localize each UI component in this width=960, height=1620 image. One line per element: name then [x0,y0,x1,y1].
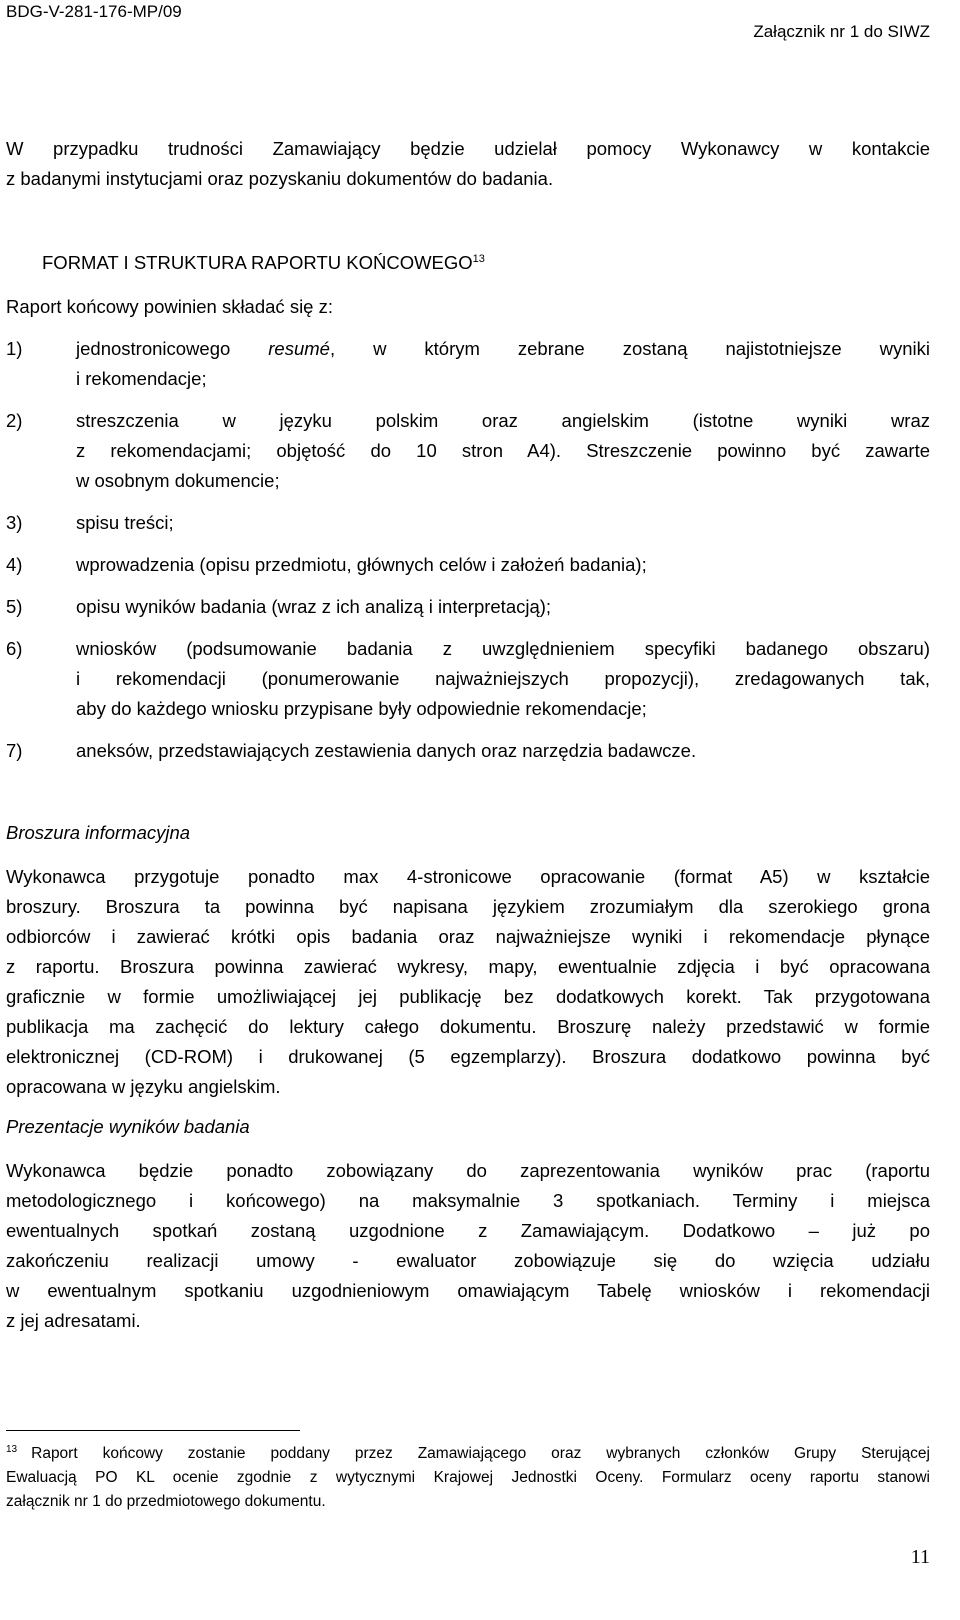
text-line: w osobnym dokumencie; [76,470,280,491]
text-line: elektronicznej (CD-ROM) i drukowanej (5 egzemplarzy). Broszura dodatkowo powinna być [6,1046,930,1067]
text-line: Raport końcowy powinien składać się z: [6,296,333,317]
text-line: Ewaluacją PO KL ocenie zgodnie z wytycznymi Krajowej Jednostki Oceny. Formularz oceny raportu stanowi [6,1469,930,1487]
footnote-text: Raport końcowy zostanie poddany przez Zamawiającego oraz wybranych członków Grupy Sterującej [31,1445,930,1463]
text-line: spisu treści; [76,512,174,533]
emphasis: resumé [268,338,330,359]
text-line: wprowadzenia (opisu przedmiotu, głównych celów i założeń badania); [76,554,647,575]
text-line: broszury. Broszura ta powinna być napisana językiem zrozumiałym dla szerokiego grona [6,896,930,917]
list-number: 4) [6,554,23,575]
list-number: 5) [6,596,23,617]
text-line: odbiorców i zawierać krótki opis badania oraz najważniejsze wyniki i rekomendacje płynące [6,926,930,947]
footnote-ref: 13 [472,252,485,265]
text-line: streszczenia w języku polskim oraz angielskim (istotne wyniki wraz [76,410,930,431]
text-line: aneksów, przedstawiających zestawienia danych oraz narzędzia badawcze. [76,740,697,761]
text-line: graficznie w formie umożliwiającej jej publikację bez dodatkowych korekt. Tak przygotowana [6,986,930,1007]
text-line: publikacja ma zachęcić do lektury całego dokumentu. Broszurę należy przedstawić w formie [6,1016,930,1037]
presentation-title: Prezentacje wyników badania [6,1116,250,1137]
text-line: z raportu. Broszura powinna zawierać wykresy, mapy, ewentualnie zdjęcia i być opracowana [6,956,930,977]
lead-paragraph [6,292,930,322]
intro-paragraph [6,134,930,194]
list-number: 1) [6,338,23,359]
document-id: BDG-V-281-176-MP/09 [6,2,182,21]
text-line [6,1438,930,1466]
list-number: 2) [6,410,23,431]
text-line: wniosków (podsumowanie badania z uwzględnieniem specyfiki badanego obszaru) [76,638,930,659]
brochure-paragraph [6,862,930,1102]
text-line: z jej adresatami. [6,1310,141,1331]
text-line: aby do każdego wniosku przypisane były odpowiednie rekomendacje; [76,698,647,719]
text-line: w ewentualnym spotkaniu uzgodnieniowym omawiającym Tabelę wniosków i rekomendacji [6,1280,930,1301]
list-number: 3) [6,512,23,533]
text-line: jednostronicowego resumé, w którym zebrane zostaną najistotniejsze wyniki [76,338,930,359]
footnote-number: 13 [6,1444,18,1455]
text-line: Wykonawca będzie ponadto zobowiązany do zaprezentowania wyników prac (raportu [6,1160,930,1181]
text-line: ewentualnych spotkań zostaną uzgodnione z Zamawiającym. Dodatkowo – już po [6,1220,930,1241]
list-number: 6) [6,638,23,659]
text-line: z rekomendacjami; objętość do 10 stron A4). Streszczenie powinno być zawarte [76,440,930,461]
text-line: W przypadku trudności Zamawiający będzie udzielał pomocy Wykonawcy w kontakcie [6,138,930,159]
footnote [6,1438,930,1514]
text-line: opracowana w języku angielskim. [6,1076,281,1097]
list-number: 7) [6,740,23,761]
page-number: 11 [910,1546,930,1568]
text-line: i rekomendacji (ponumerowanie najważniejszych propozycji), zredagowanych tak, [76,668,930,689]
presentation-paragraph [6,1156,930,1336]
text-line: i rekomendacje; [76,368,207,389]
attachment-label: Załącznik nr 1 do SIWZ [753,22,930,41]
footnote-divider [6,1430,300,1431]
text-line: metodologicznego i końcowego) na maksymalnie 3 spotkaniach. Terminy i miejsca [6,1190,930,1211]
brochure-title: Broszura informacyjna [6,822,191,843]
text-line: zakończeniu realizacji umowy - ewaluator zobowiązuje się do wzięcia udziału [6,1250,930,1271]
section-heading-text: FORMAT I STRUKTURA RAPORTU KOŃCOWEGO [42,252,473,273]
text-line: załącznik nr 1 do przedmiotowego dokumentu. [6,1493,326,1511]
text-line: z badanymi instytucjami oraz pozyskaniu dokumentów do badania. [6,168,554,189]
text-line: opisu wyników badania (wraz z ich analizą i interpretacją); [76,596,552,617]
text-line: Wykonawca przygotuje ponadto max 4-stronicowe opracowanie (format A5) w kształcie [6,866,930,887]
section-heading [42,252,485,274]
